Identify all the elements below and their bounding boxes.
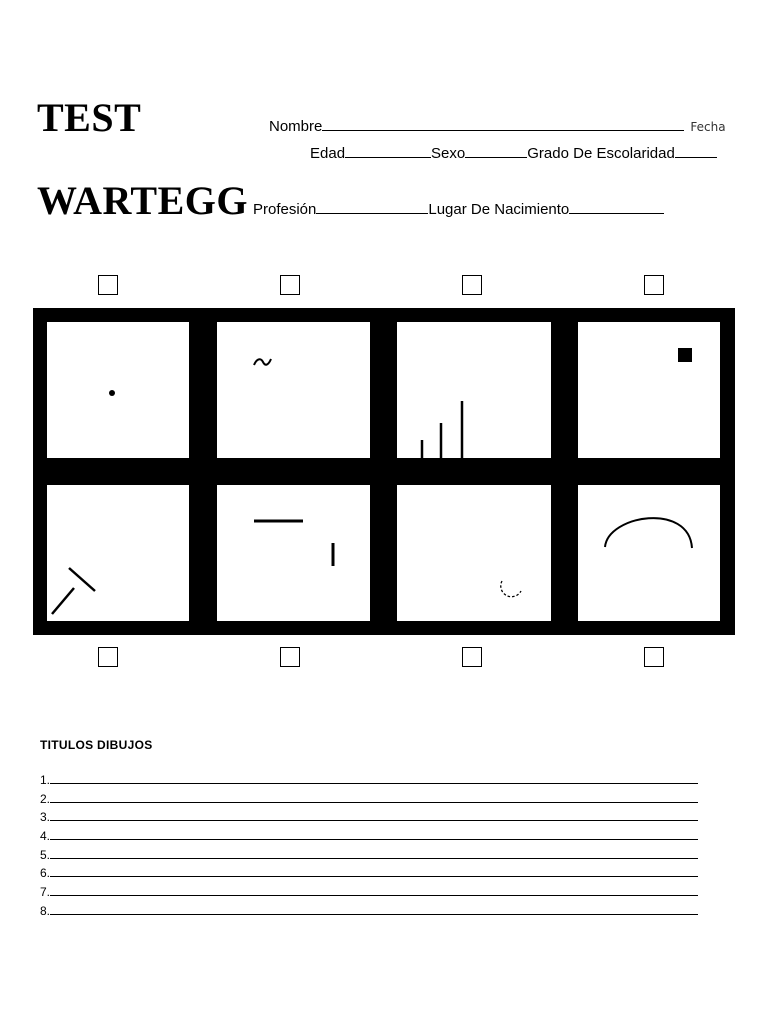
drawing-field-5[interactable] (47, 485, 189, 621)
title-row-field[interactable] (50, 884, 698, 896)
two-diagonal-lines-stimulus (47, 485, 189, 621)
lugar-field[interactable] (569, 200, 664, 214)
title-row-number: 2. (40, 792, 51, 806)
checkbox-bottom-1[interactable] (98, 647, 118, 667)
nombre-label: Nombre (269, 118, 323, 135)
fecha-label: Fecha (690, 120, 726, 134)
checkbox-bottom-2[interactable] (280, 647, 300, 667)
horizontal-vertical-stimulus (217, 485, 370, 621)
checkbox-top-4[interactable] (644, 275, 664, 295)
title-row-number: 1. (40, 773, 51, 787)
title-row-number: 3. (40, 810, 51, 824)
title-row-number: 4. (40, 829, 51, 843)
title-row-field[interactable] (50, 865, 698, 877)
title-row-field[interactable] (50, 903, 698, 915)
grado-field[interactable] (675, 144, 717, 158)
title-row-number: 7. (40, 885, 51, 899)
checkbox-top-1[interactable] (98, 275, 118, 295)
title-row-field[interactable] (50, 772, 698, 784)
checkbox-bottom-3[interactable] (462, 647, 482, 667)
edad-label: Edad (310, 145, 346, 162)
drawing-field-3[interactable] (397, 322, 551, 458)
title-row-field[interactable] (50, 828, 698, 840)
checkbox-top-3[interactable] (462, 275, 482, 295)
three-lines-stimulus (397, 322, 551, 458)
drawing-field-7[interactable] (397, 485, 551, 621)
drawing-grid (33, 308, 735, 635)
edad-field[interactable] (345, 144, 431, 158)
title-row-8 (40, 903, 698, 918)
title-row-number: 8. (40, 904, 51, 918)
title-row-5 (40, 847, 698, 862)
title-row-number: 6. (40, 866, 51, 880)
checkbox-bottom-4[interactable] (644, 647, 664, 667)
drawing-field-2[interactable] (217, 322, 370, 458)
lugar-label: Lugar De Nacimiento (428, 201, 570, 218)
dotted-semicircle-stimulus (397, 485, 551, 621)
sexo-field[interactable] (465, 144, 527, 158)
tilde-stimulus (217, 322, 370, 458)
checkbox-top-2[interactable] (280, 275, 300, 295)
dot-stimulus (47, 322, 189, 458)
title-row-2 (40, 791, 698, 806)
edad-sexo-grado-line (310, 144, 717, 163)
drawing-field-6[interactable] (217, 485, 370, 621)
test-title: TEST (37, 95, 142, 140)
black-square-stimulus (578, 322, 720, 458)
profesion-label: Profesión (253, 201, 317, 218)
wartegg-title: WARTEGG (37, 178, 249, 223)
titles-heading: TITULOS DIBUJOS (40, 738, 153, 752)
nombre-fecha-line (269, 117, 726, 136)
nombre-field[interactable] (322, 117, 684, 131)
title-row-field[interactable] (50, 809, 698, 821)
title-row-3 (40, 809, 698, 824)
drawing-field-8[interactable] (578, 485, 720, 621)
title-row-7 (40, 884, 698, 899)
profesion-lugar-line (253, 200, 664, 219)
sexo-label: Sexo (431, 145, 466, 162)
title-row-field[interactable] (50, 791, 698, 803)
title-row-number: 5. (40, 848, 51, 862)
grado-label: Grado De Escolaridad (527, 145, 675, 162)
title-row-6 (40, 865, 698, 880)
arc-stimulus (578, 485, 720, 621)
profesion-field[interactable] (316, 200, 428, 214)
title-row-4 (40, 828, 698, 843)
title-row-field[interactable] (50, 847, 698, 859)
drawing-field-1[interactable] (47, 322, 189, 458)
drawing-field-4[interactable] (578, 322, 720, 458)
title-row-1 (40, 772, 698, 787)
